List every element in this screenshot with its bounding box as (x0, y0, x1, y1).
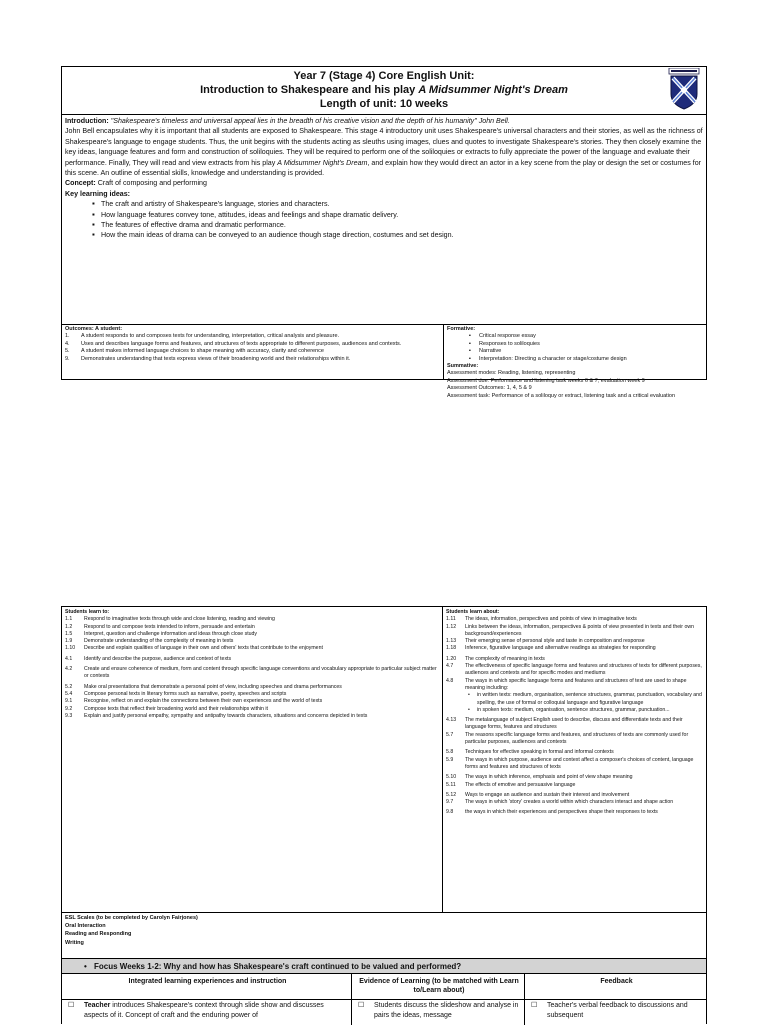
list-item: 5. A student makes informed language choices to shape meaning with accuracy, clarity and coherence (65, 348, 324, 355)
assessment-due: Assessment due: Performance and listening task weeks 6 & 7; evaluation week 9 (447, 377, 645, 384)
list-item: 4.7 The effectiveness of specific language forms and features and structures of texts for different purposes, audiences and contexts and for specific modes and mediums (446, 663, 702, 677)
assessment-task: Assessment task: Performance of a soliloquy or extract, listening task and a critical evaluation (447, 392, 676, 399)
introduction-section: Introduction: "Shakespeare's timeless and universal appeal lies in the breadth of his creative vision and the depth of his humanity" John Bell. John Bell encapsulates why it is important that all students are exposed to Shakespeare. This stage 4 introductory unit uses Shakespeare's universal characters and their stories, as well as the richness of Shakespeare's language to engage students. Thus, the unit begins with the students acting as sleuths using images, clues and quotes to investigate Shakespeare's stories. They then closely examine the key ideas, language features and form and construction of soliloquies. They will be required to perform one of the soliloquies or extracts to fully appreciate the power of the language and evaluate their performance. Finally, They will read and view extracts from his play A Midsummer Night's Dream, and explain how they would direct an actor in a key scene from the play or design the set or costumes for this scene. An outline of essential skills, knowledge and understanding is provided. Concept: Craft of composing and performing Key learning ideas: ▪ The craft and artistry of Shakespeare's language, stories and characters. ▪ How language features convey tone, attitudes, ideas and feelings and shape dramatic delivery. ▪ The features of effective drama and dramatic performance. ▪ How the main ideas of drama can be conveyed to an audience though stage direction, costumes and set design. (62, 114, 706, 325)
focus-banner (62, 959, 706, 974)
list-item: 4.8 The ways in which specific language forms and features and structures of text are used to shape meaning including: (446, 677, 687, 691)
list-item: 5.7 The reasons specific language forms and features, and structures of texts are commonly used for particular purposes, audiences and contexts (446, 731, 689, 746)
evidence-cell: ☐ Students discuss the slideshow and analyse in pairs the ideas, message (352, 1000, 525, 1025)
unit-overview-table (61, 66, 707, 399)
list-item: 1.12 Links between the ideas, information, perspectives & points of view presented in texts and their own background/experiences (446, 623, 694, 637)
focus-question: Focus Weeks 1-2: Why and how has Shakespeare's craft continued to be valued and performed? (94, 962, 462, 971)
list-item: 5.8 Techniques for effective speaking in formal and informal contexts (446, 749, 614, 756)
list-item: 1.13 Their emerging sense of personal style and taste in composition and response (446, 638, 645, 645)
esl-scales-section (62, 912, 706, 959)
unit-length: Length of unit: 10 weeks (319, 98, 449, 110)
play-title: A Midsummer Night's Dream (418, 84, 568, 96)
checkbox-icon: ☐ (68, 1002, 75, 1009)
list-item: 5.12 Ways to engage an audience and sustain their interest and involvement (446, 791, 630, 798)
list-item: 1.10 Describe and explain qualities of language in their own and others' texts that contribute to the enjoyment (65, 645, 323, 652)
intro-paragraph: John Bell encapsulates why it is important that all students are exposed to Shakespeare. This stage 4 introductory unit uses Shakespeare's universal characters and their stories, as well as the richness of Shakespeare's language to engage students. Thus, the unit begins with the students acting as sleuths using images, clues and quotes to investigate Shakespeare's stories. They then closely examine the key ideas, language features and form and construction of soliloquies. They will be required to perform one of the soliloquies or extracts to fully appreciate the power of the language and evaluate their performance. Finally, They will read and view extracts from his play A Midsummer Night's Dream, and explain how they would direct an actor in a key scene from the play or design the set or costumes for this scene. An outline of essential skills, knowledge and understanding is provided. (65, 127, 703, 178)
outcomes-assessment-row (62, 325, 706, 399)
list-item: Reading and Responding (65, 931, 132, 938)
learn-to-heading: Students learn to: (65, 609, 110, 615)
column-header-feedback: Feedback (525, 974, 706, 1000)
list-item: ▪ Critical response essay (447, 333, 703, 340)
assessment-modes: Assessment modes: Reading, listening, representing (447, 370, 576, 377)
concept-line: Concept: Craft of composing and performing (65, 179, 207, 188)
list-item: ▪ How language features convey tone, attitudes, ideas and feelings and shape dramatic delivery. (101, 210, 703, 220)
list-item: ▪ Narrative (447, 348, 703, 355)
students-learn-about-cell (443, 607, 706, 912)
key-ideas-list (65, 199, 703, 241)
list-item: 9.8 the ways in which their experiences and perspectives shape their responses to texts (446, 809, 658, 816)
learning-table (61, 606, 707, 1024)
list-item: 1.20 The complexity of meaning in texts (446, 655, 545, 662)
learn-about-heading: Students learn about: (446, 609, 500, 615)
list-item: 4. Uses and describes language forms and features, and structures of texts appropriate to different purposes, audiences and contexts. (65, 340, 402, 347)
list-item: ▪ The features of effective drama and dramatic performance. (101, 220, 703, 230)
list-item: ▪ The craft and artistry of Shakespeare's language, stories and characters. (101, 199, 703, 209)
list-item: 4.2 Create and ensure coherence of medium, form and content through specific language conventions and vocabulary appropriate to particular subject matter or contexts (65, 666, 437, 680)
sub-list (446, 692, 703, 714)
list-item: Oral Interaction (65, 923, 106, 930)
list-item: 1.9 Demonstrate understanding of the complexity of meaning in texts (65, 638, 234, 645)
list-item: 1.5 Interpret, question and challenge information and ideas through close study (65, 630, 258, 637)
list-item: ▪ Responses to soliloquies (447, 341, 703, 348)
assessment-cell (444, 325, 706, 399)
list-item: 9.1 Recognise, reflect on and explain the connections between their own experiences and the world of texts (65, 698, 323, 705)
key-ideas-heading: Key learning ideas: (65, 189, 131, 198)
list-item: 1. A student responds to and composes texts for understanding, interpretation, critical analysis and pleasure. (65, 333, 340, 340)
list-item: 5.4 Compose personal texts in literary forms such as narrative, poetry, speeches and scripts (65, 690, 287, 697)
school-crest-logo (668, 68, 700, 110)
list-item: 4.1 Identify and describe the purpose, audience and context of texts (65, 655, 232, 662)
list-item: 5.10 The ways in which inference, emphasis and point of view shape meaning (446, 774, 633, 781)
column-header-evidence: Evidence of Learning (to be matched with Learn to/Learn about) (352, 974, 525, 1000)
students-learn-to-cell (62, 607, 443, 912)
list-item: Writing (65, 939, 84, 946)
unit-subtitle: Introduction to Shakespeare and his play A Midsummer Night's Dream (200, 84, 568, 96)
outcomes-heading: Outcomes: A student: (65, 326, 123, 332)
list-item: • in spoken texts: medium, organisation, sentence structures, grammar, punctuation... (465, 707, 703, 714)
list-item: 4.13 The metalanguage of subject English used to describe, discuss and differentiate texts and their (446, 717, 683, 724)
list-item-continuation: language forms, features and structures (465, 724, 557, 731)
list-item: 5.9 The ways in which purpose, audience and context affect a composer's choices of content, language forms and features and structures of texts (446, 756, 694, 770)
list-item: ▪ Interpretation: Directing a character or stage/costume design (447, 356, 703, 363)
bullet-icon: • (84, 962, 87, 971)
checkbox-icon: ☐ (358, 1002, 365, 1009)
formative-heading: Formative: (447, 326, 476, 332)
list-item: 5.2 Make oral presentations that demonstrate a personal point of view, including speeches and drama performances (65, 683, 342, 690)
checkbox-icon: ☐ (531, 1002, 538, 1009)
list-item: 9.3 Explain and justify personal empathy, sympathy and antipathy towards characters, situations and concerns depicted in texts (65, 712, 368, 719)
list-item: 1.18 Inference, figurative language and alternative readings as strategies for responding (446, 645, 656, 652)
learning-experience-cell: ☐ Teacher introduces Shakespeare's context through slide show and discusses aspects of it. Concept of craft and the enduring power of (62, 1000, 352, 1025)
learn-row (62, 607, 706, 913)
list-item: • in written texts: medium, organisation, sentence structures, grammar, punctuation, vocabulary and spelling, the use of formal or colloquial language and figurative language (465, 692, 703, 707)
unit-header (62, 67, 706, 115)
john-bell-quote: "Shakespeare's timeless and universal appeal lies in the breadth of his creative vision and the depth of his humanity" John Bell. (108, 117, 510, 125)
unit-title: Year 7 (Stage 4) Core English Unit: (293, 70, 475, 82)
list-item: 1.1 Respond to imaginative texts through wide and close listening, reading and viewing (65, 616, 275, 623)
assessment-outcomes: Assessment Outcomes: 1, 4, 5 & 9 (447, 385, 532, 392)
list-item: 9.2 Compose texts that reflect their broadening world and their relationships within it (65, 705, 268, 712)
esl-title: ESL Scales (to be completed by Carolyn Fairjones) (65, 915, 198, 921)
feedback-cell: ☐ Teacher's verbal feedback to discussions and subsequent (531, 1002, 688, 1019)
list-item: 9.7 The ways in which 'story' creates a world within which characters interact and shape action (446, 799, 674, 806)
outcomes-cell (62, 325, 444, 380)
list-item: 1.11 The ideas, information, perspectives and points of view in imaginative texts (446, 616, 637, 623)
list-item: 1.2 Respond to and compose texts intended to inform, persuade and entertain (65, 623, 255, 630)
list-item: ▪ How the main ideas of drama can be conveyed to an audience though stage direction, costumes and set design. (101, 230, 703, 240)
column-header-learning-experiences: Integrated learning experiences and instruction (62, 974, 352, 1000)
list-item: 9. Demonstrates understanding that texts express views of their broadening world and their relationships within it. (65, 355, 351, 362)
summative-heading: Summative: (447, 363, 479, 370)
list-item: 5.11 The effects of emotive and persuasive language (446, 781, 576, 788)
